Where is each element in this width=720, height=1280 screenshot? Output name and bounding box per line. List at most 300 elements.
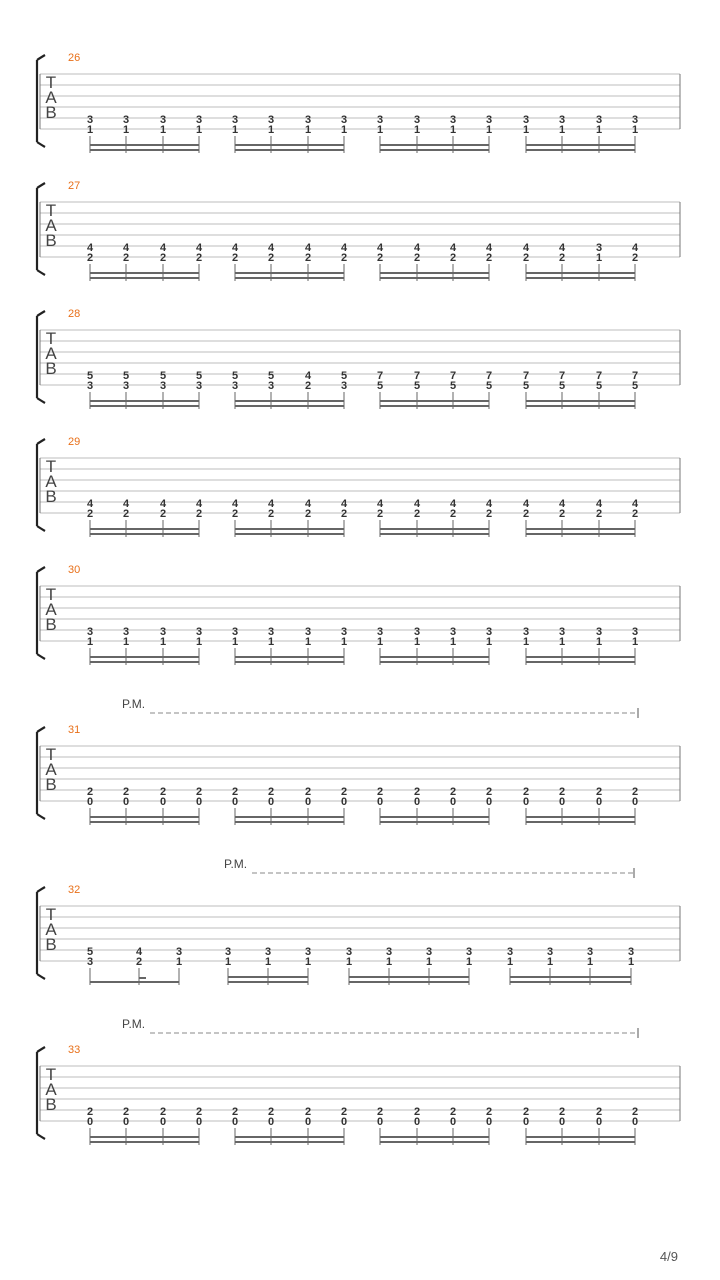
fret-number: 2	[413, 786, 421, 798]
fret-number: 0	[159, 796, 167, 808]
fret-number: 5	[267, 370, 275, 382]
fret-number: 2	[159, 786, 167, 798]
fret-number: 3	[586, 946, 594, 958]
fret-number: 0	[159, 1116, 167, 1128]
fret-number: 2	[485, 786, 493, 798]
fret-number: 3	[304, 626, 312, 638]
fret-number: 2	[376, 252, 384, 264]
fret-number: 2	[485, 1106, 493, 1118]
fret-number: 3	[86, 626, 94, 638]
fret-number: 2	[195, 786, 203, 798]
fret-number: 3	[159, 114, 167, 126]
fret-number: 4	[449, 242, 457, 254]
fret-number: 4	[86, 242, 94, 254]
fret-number: 3	[86, 114, 94, 126]
system-bracket	[37, 439, 45, 531]
fret-number: 0	[340, 796, 348, 808]
fret-number: 2	[122, 508, 130, 520]
fret-number: 1	[449, 124, 457, 136]
fret-number: 3	[159, 626, 167, 638]
fret-number: 0	[522, 796, 530, 808]
tab-system-28	[37, 308, 680, 409]
fret-number: 4	[485, 242, 493, 254]
fret-number: 0	[122, 1116, 130, 1128]
fret-number: 4	[231, 242, 239, 254]
fret-number: 4	[267, 242, 275, 254]
fret-number: 2	[631, 252, 639, 264]
measure-number: 27	[68, 180, 81, 192]
fret-number: 2	[340, 1106, 348, 1118]
fret-number: 3	[304, 946, 312, 958]
fret-number: 2	[86, 1106, 94, 1118]
fret-number: 1	[304, 124, 312, 136]
fret-number: 1	[385, 956, 393, 968]
fret-number: 2	[195, 508, 203, 520]
fret-number: 2	[122, 1106, 130, 1118]
fret-number: 4	[413, 498, 421, 510]
tab-clef-letter: B	[45, 359, 57, 378]
fret-number: 2	[449, 786, 457, 798]
fret-number: 5	[340, 370, 348, 382]
fret-number: 2	[267, 508, 275, 520]
measure-number: 31	[68, 724, 81, 736]
fret-number: 3	[522, 626, 530, 638]
fret-number: 3	[485, 626, 493, 638]
fret-number: 0	[86, 1116, 94, 1128]
fret-number: 1	[522, 636, 530, 648]
measure-number: 33	[68, 1044, 81, 1056]
fret-number: 2	[595, 1106, 603, 1118]
tab-clef-letter: A	[45, 760, 57, 779]
fret-number: 4	[231, 498, 239, 510]
fret-number: 0	[413, 1116, 421, 1128]
fret-number: 2	[340, 508, 348, 520]
fret-number: 3	[86, 956, 94, 968]
fret-number: 4	[135, 946, 143, 958]
fret-number: 1	[586, 956, 594, 968]
fret-number: 7	[449, 370, 457, 382]
fret-number: 2	[231, 508, 239, 520]
fret-number: 2	[522, 508, 530, 520]
fret-number: 0	[122, 796, 130, 808]
fret-number: 2	[595, 786, 603, 798]
fret-number: 5	[485, 380, 493, 392]
system-bracket	[37, 1047, 45, 1139]
palm-mute-label: P.M.	[122, 697, 146, 711]
tab-clef-letter: T	[45, 585, 57, 604]
tab-clef-letter: T	[45, 457, 57, 476]
fret-number: 4	[449, 498, 457, 510]
fret-number: 4	[376, 242, 384, 254]
fret-number: 3	[231, 380, 239, 392]
tab-clef-letter: A	[45, 88, 57, 107]
fret-number: 2	[304, 252, 312, 264]
tab-clef-letter: B	[45, 775, 57, 794]
fret-number: 2	[231, 1106, 239, 1118]
fret-number: 2	[267, 786, 275, 798]
fret-number: 1	[595, 124, 603, 136]
fret-number: 3	[558, 114, 566, 126]
fret-number: 1	[376, 124, 384, 136]
fret-number: 1	[86, 636, 94, 648]
fret-number: 3	[267, 626, 275, 638]
measure-number: 32	[68, 884, 81, 896]
fret-number: 2	[413, 1106, 421, 1118]
fret-number: 1	[465, 956, 473, 968]
fret-number: 5	[413, 380, 421, 392]
fret-number: 0	[376, 796, 384, 808]
fret-number: 2	[631, 508, 639, 520]
fret-number: 3	[224, 946, 232, 958]
fret-number: 2	[231, 252, 239, 264]
fret-number: 3	[376, 626, 384, 638]
fret-number: 1	[376, 636, 384, 648]
fret-number: 1	[627, 956, 635, 968]
fret-number: 1	[267, 124, 275, 136]
tab-clef-letter: T	[45, 201, 57, 220]
fret-number: 4	[159, 242, 167, 254]
tab-clef-letter: B	[45, 935, 57, 954]
fret-number: 2	[267, 1106, 275, 1118]
tab-clef-letter: B	[45, 615, 57, 634]
tab-clef-letter: A	[45, 216, 57, 235]
fret-number: 0	[340, 1116, 348, 1128]
fret-number: 3	[546, 946, 554, 958]
fret-number: 3	[376, 114, 384, 126]
fret-number: 1	[159, 636, 167, 648]
tab-system-32	[37, 857, 680, 985]
fret-number: 4	[340, 242, 348, 254]
fret-number: 5	[86, 946, 94, 958]
fret-number: 3	[340, 114, 348, 126]
fret-number: 0	[449, 1116, 457, 1128]
fret-number: 5	[631, 380, 639, 392]
fret-number: 3	[558, 626, 566, 638]
page-number: 4/9	[659, 1249, 678, 1264]
tab-system-33	[37, 1017, 680, 1145]
fret-number: 1	[522, 124, 530, 136]
fret-number: 3	[195, 626, 203, 638]
fret-number: 1	[231, 636, 239, 648]
fret-number: 4	[558, 498, 566, 510]
fret-number: 3	[595, 114, 603, 126]
fret-number: 2	[376, 1106, 384, 1118]
fret-number: 1	[264, 956, 272, 968]
tab-clef-letter: B	[45, 231, 57, 250]
fret-number: 1	[413, 636, 421, 648]
fret-number: 1	[595, 636, 603, 648]
fret-number: 4	[304, 242, 312, 254]
tab-clef-letter: A	[45, 920, 57, 939]
fret-number: 2	[558, 252, 566, 264]
fret-number: 4	[159, 498, 167, 510]
fret-number: 4	[122, 242, 130, 254]
system-bracket	[37, 567, 45, 659]
fret-number: 1	[340, 124, 348, 136]
fret-number: 2	[631, 786, 639, 798]
fret-number: 0	[595, 1116, 603, 1128]
tab-system-29	[37, 436, 680, 537]
fret-number: 3	[86, 380, 94, 392]
fret-number: 2	[86, 252, 94, 264]
fret-number: 2	[558, 786, 566, 798]
fret-number: 3	[345, 946, 353, 958]
fret-number: 4	[376, 498, 384, 510]
tab-clef-letter: B	[45, 103, 57, 122]
fret-number: 3	[595, 626, 603, 638]
fret-number: 2	[159, 1106, 167, 1118]
fret-number: 1	[558, 636, 566, 648]
fret-number: 1	[122, 124, 130, 136]
tab-system-26	[37, 52, 680, 153]
fret-number: 3	[231, 626, 239, 638]
fret-number: 0	[304, 1116, 312, 1128]
fret-number: 2	[195, 1106, 203, 1118]
fret-number: 2	[449, 252, 457, 264]
fret-number: 1	[485, 636, 493, 648]
tab-clef-letter: T	[45, 745, 57, 764]
fret-number: 1	[345, 956, 353, 968]
fret-number: 3	[159, 380, 167, 392]
fret-number: 7	[558, 370, 566, 382]
fret-number: 2	[304, 1106, 312, 1118]
fret-number: 3	[522, 114, 530, 126]
system-bracket	[37, 183, 45, 275]
fret-number: 5	[376, 380, 384, 392]
fret-number: 0	[267, 796, 275, 808]
fret-number: 0	[449, 796, 457, 808]
fret-number: 3	[267, 380, 275, 392]
fret-number: 3	[631, 114, 639, 126]
tab-system-27	[37, 180, 680, 281]
fret-number: 7	[522, 370, 530, 382]
fret-number: 2	[522, 1106, 530, 1118]
fret-number: 3	[340, 380, 348, 392]
fret-number: 3	[485, 114, 493, 126]
fret-number: 4	[631, 242, 639, 254]
fret-number: 3	[304, 114, 312, 126]
fret-number: 5	[522, 380, 530, 392]
fret-number: 0	[631, 1116, 639, 1128]
measure-number: 29	[68, 436, 81, 448]
fret-number: 2	[376, 786, 384, 798]
fret-number: 4	[522, 498, 530, 510]
fret-number: 4	[267, 498, 275, 510]
fret-number: 1	[195, 636, 203, 648]
fret-number: 4	[304, 498, 312, 510]
fret-number: 0	[304, 796, 312, 808]
fret-number: 2	[86, 786, 94, 798]
fret-number: 0	[413, 796, 421, 808]
fret-number: 0	[376, 1116, 384, 1128]
fret-number: 3	[267, 114, 275, 126]
fret-number: 2	[195, 252, 203, 264]
fret-number: 1	[485, 124, 493, 136]
fret-number: 4	[595, 498, 603, 510]
fret-number: 3	[231, 114, 239, 126]
fret-number: 4	[304, 370, 312, 382]
fret-number: 4	[558, 242, 566, 254]
fret-number: 1	[425, 956, 433, 968]
fret-number: 3	[449, 626, 457, 638]
tab-clef-letter: T	[45, 73, 57, 92]
fret-number: 2	[449, 1106, 457, 1118]
fret-number: 2	[159, 508, 167, 520]
fret-number: 3	[631, 626, 639, 638]
fret-number: 1	[231, 124, 239, 136]
fret-number: 3	[122, 380, 130, 392]
fret-number: 3	[413, 626, 421, 638]
fret-number: 2	[135, 956, 143, 968]
fret-number: 3	[122, 626, 130, 638]
fret-number: 2	[485, 252, 493, 264]
fret-number: 5	[558, 380, 566, 392]
fret-number: 7	[485, 370, 493, 382]
system-bracket	[37, 727, 45, 819]
fret-number: 3	[175, 946, 183, 958]
fret-number: 3	[195, 114, 203, 126]
fret-number: 1	[224, 956, 232, 968]
tab-clef-letter: B	[45, 487, 57, 506]
fret-number: 2	[595, 508, 603, 520]
system-bracket	[37, 55, 45, 147]
fret-number: 2	[449, 508, 457, 520]
fret-number: 3	[506, 946, 514, 958]
fret-number: 1	[86, 124, 94, 136]
fret-number: 2	[340, 786, 348, 798]
fret-number: 1	[267, 636, 275, 648]
fret-number: 2	[631, 1106, 639, 1118]
fret-number: 5	[159, 370, 167, 382]
fret-number: 4	[485, 498, 493, 510]
fret-number: 1	[413, 124, 421, 136]
fret-number: 7	[631, 370, 639, 382]
measure-number: 30	[68, 564, 81, 576]
fret-number: 3	[413, 114, 421, 126]
system-bracket	[37, 311, 45, 403]
tab-clef-letter: A	[45, 1080, 57, 1099]
fret-number: 0	[231, 796, 239, 808]
fret-number: 1	[631, 636, 639, 648]
fret-number: 4	[195, 498, 203, 510]
fret-number: 1	[546, 956, 554, 968]
tab-clef-letter: A	[45, 344, 57, 363]
fret-number: 1	[304, 956, 312, 968]
fret-number: 2	[522, 786, 530, 798]
fret-number: 1	[631, 124, 639, 136]
tab-clef-letter: B	[45, 1095, 57, 1114]
fret-number: 2	[376, 508, 384, 520]
fret-number: 2	[558, 1106, 566, 1118]
fret-number: 5	[122, 370, 130, 382]
fret-number: 5	[86, 370, 94, 382]
fret-number: 0	[485, 1116, 493, 1128]
measure-number: 26	[68, 52, 81, 64]
fret-number: 0	[522, 1116, 530, 1128]
fret-number: 1	[449, 636, 457, 648]
fret-number: 3	[627, 946, 635, 958]
fret-number: 0	[86, 796, 94, 808]
fret-number: 2	[122, 786, 130, 798]
palm-mute-label: P.M.	[122, 1017, 146, 1031]
fret-number: 2	[231, 786, 239, 798]
fret-number: 0	[558, 796, 566, 808]
fret-number: 4	[522, 242, 530, 254]
measure-number: 28	[68, 308, 81, 320]
fret-number: 1	[558, 124, 566, 136]
fret-number: 4	[340, 498, 348, 510]
fret-number: 7	[595, 370, 603, 382]
fret-number: 2	[304, 508, 312, 520]
fret-number: 0	[558, 1116, 566, 1128]
fret-number: 5	[231, 370, 239, 382]
fret-number: 4	[86, 498, 94, 510]
fret-number: 2	[413, 508, 421, 520]
fret-number: 4	[122, 498, 130, 510]
fret-number: 2	[122, 252, 130, 264]
fret-number: 2	[304, 786, 312, 798]
fret-number: 1	[195, 124, 203, 136]
fret-number: 0	[231, 1116, 239, 1128]
fret-number: 4	[413, 242, 421, 254]
fret-number: 3	[340, 626, 348, 638]
fret-number: 3	[385, 946, 393, 958]
fret-number: 1	[304, 636, 312, 648]
fret-number: 1	[175, 956, 183, 968]
fret-number: 3	[425, 946, 433, 958]
fret-number: 7	[413, 370, 421, 382]
tab-clef-letter: T	[45, 1065, 57, 1084]
fret-number: 1	[595, 252, 603, 264]
fret-number: 2	[159, 252, 167, 264]
fret-number: 2	[340, 252, 348, 264]
fret-number: 5	[595, 380, 603, 392]
fret-number: 1	[122, 636, 130, 648]
fret-number: 3	[195, 380, 203, 392]
tab-clef-letter: A	[45, 472, 57, 491]
fret-number: 3	[264, 946, 272, 958]
fret-number: 0	[595, 796, 603, 808]
fret-number: 0	[195, 796, 203, 808]
fret-number: 0	[267, 1116, 275, 1128]
fret-number: 1	[340, 636, 348, 648]
fret-number: 5	[449, 380, 457, 392]
system-bracket	[37, 887, 45, 979]
fret-number: 2	[267, 252, 275, 264]
fret-number: 2	[304, 380, 312, 392]
fret-number: 2	[558, 508, 566, 520]
fret-number: 1	[506, 956, 514, 968]
fret-number: 0	[195, 1116, 203, 1128]
fret-number: 1	[159, 124, 167, 136]
tab-clef-letter: A	[45, 600, 57, 619]
tab-clef-letter: T	[45, 905, 57, 924]
fret-number: 3	[595, 242, 603, 254]
palm-mute-label: P.M.	[224, 857, 248, 871]
fret-number: 2	[485, 508, 493, 520]
fret-number: 4	[631, 498, 639, 510]
tab-clef-letter: T	[45, 329, 57, 348]
tab-system-31	[37, 697, 680, 825]
fret-number: 4	[195, 242, 203, 254]
tab-system-30	[37, 564, 680, 665]
fret-number: 3	[465, 946, 473, 958]
fret-number: 7	[376, 370, 384, 382]
fret-number: 2	[86, 508, 94, 520]
fret-number: 0	[485, 796, 493, 808]
fret-number: 2	[522, 252, 530, 264]
fret-number: 3	[122, 114, 130, 126]
